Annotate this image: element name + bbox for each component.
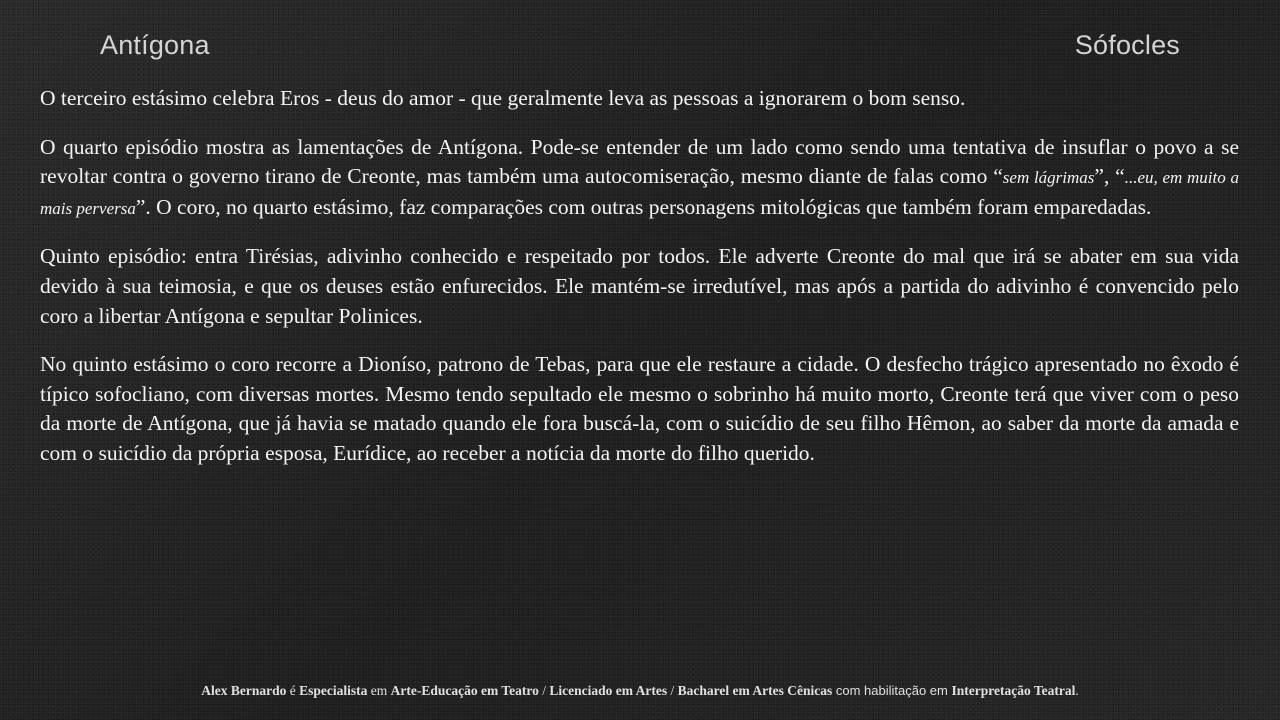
slide-title-left: Antígona xyxy=(100,30,210,60)
slide-body xyxy=(40,84,1239,488)
paragraph-quinto-estasimo: No quinto estásimo o coro recorre a Dioníso, patrono de Tebas, para que ele restaure a cidade. O desfecho trágico apresentado no êxodo é típico sofocliano, com diversas mortes. Mesmo tendo sepultado ele mesmo o sobrinho há muito morto, Creonte terá que viver com o peso da morte de Antígona, que já havia se matado quando ele fora buscá-la, com o suicídio de seu filho Hêmon, ao saber da morte da amada e com o suicídio da própria esposa, Eurídice, ao receber a notícia da morte do filho querido. xyxy=(40,352,1239,465)
slide-title-right: Sófocles xyxy=(1074,30,1180,60)
paragraph-eros: O terceiro estásimo celebra Eros - deus do amor - que geralmente leva as pessoas a ignorarem o bom senso. xyxy=(40,86,966,110)
paragraph-quarto-episodio xyxy=(40,133,1239,224)
paragraph-text: ”. O coro, no quarto estásimo, faz comparações com outras personagens mitológicas que também foram emparedadas. xyxy=(135,194,1152,219)
author-name: Alex Bernardo xyxy=(201,683,287,698)
paragraph-text: ”, “ xyxy=(1094,164,1125,189)
paragraph-quinto-episodio: Quinto episódio: entra Tirésias, adivinho conhecido e respeitado por todos. Ele adverte Creonte do mal que irá se abater em sua vida devido à sua teimosia, e que os deuses estão enfurecidos. Ele mantém-se irredutível, mas após a partida do adivinho é convencido pelo coro a libertar Antígona e sepultar Polinices. xyxy=(40,244,1239,328)
paragraph-text: O quarto episódio mostra as lamentações de Antígona. Pode-se entender de um lado como sendo uma tentativa de insuflar o povo a se revoltar contra o governo tirano de Creonte, mas também uma autocomiseração, mesmo diante de falas como “ xyxy=(40,134,1239,189)
quote-mais-perversa: ...eu, em muito a mais perversa xyxy=(40,168,1239,218)
author-credit: Alex Bernardo é Especialista em Arte-Educação em Teatro / Licenciado em Artes / Bacharel em Artes Cênicas com habilitação em Interpretação Teatral. xyxy=(201,683,1079,698)
quote-sem-lagrimas: sem lágrimas xyxy=(1002,168,1095,188)
